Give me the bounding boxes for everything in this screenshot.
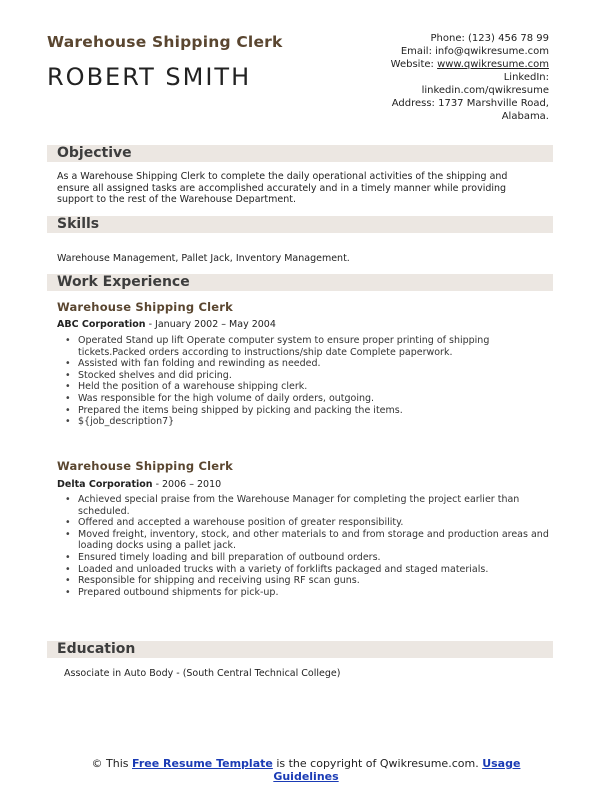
work-section-header [47,274,553,291]
experience-bullet: • Prepared outbound shipments for pick-up. [65,587,555,599]
experience-bullet: • Assisted with fan folding and rewinding as needed. [65,358,555,370]
contact-address-line1: Address: 1737 Marshville Road, [391,98,549,109]
experience-dates: - January 2002 – May 2004 [145,319,276,330]
website-label: Website: [390,59,438,70]
experience-bullet: • ${job_description7} [65,416,555,428]
education-section-header [47,641,553,658]
objective-section-header [47,145,553,162]
education-heading: Education [57,641,136,657]
experience-bullet: • Operated Stand up lift Operate computer system to ensure proper printing of shipping tickets.Packed orders according to instructions/ship date Complete paperwork. [65,335,555,358]
objective-line: As a Warehouse Shipping Clerk to complete the daily operational activities of the shipping and [57,171,508,182]
contact-linkedin-label: LinkedIn: [503,72,549,83]
objective-line: ensure all assigned tasks are accomplished accurately and in a timely manner while providing [57,182,507,194]
experience-bullets [65,335,555,428]
experience-bullets [65,494,555,598]
skills-section-header [47,216,553,233]
footer-prefix: © This [91,757,133,770]
contact-email: Email: info@qwikresume.com [400,46,549,57]
experience-meta [57,319,276,330]
experience-bullet: • Offered and accepted a warehouse position of greater responsibility. [65,517,555,529]
objective-line: support to the rest of the Warehouse Department. [57,194,297,205]
contact-linkedin: linkedin.com/qwikresume [421,85,549,96]
candidate-name: ROBERT SMITH [47,63,252,91]
experience-bullet: • Ensured timely loading and bill preparation of outbound orders. [65,552,555,564]
header-job-title: Warehouse Shipping Clerk [47,33,283,51]
experience-bullet: • Responsible for shipping and receiving using RF scan guns. [65,575,555,587]
footer-copyright [60,757,552,783]
experience-bullet: • Moved freight, inventory, stock, and other materials to and from storage and production areas and loading docks using a pallet jack. [65,529,555,552]
experience-bullet: • Prepared the items being shipped by picking and packing the items. [65,405,555,417]
footer-middle: is the copyright of Qwikresume.com. [272,757,483,770]
skills-text: Warehouse Management, Pallet Jack, Inventory Management. [57,253,350,264]
work-heading: Work Experience [57,274,190,290]
experience-bullet: • Stocked shelves and did pricing. [65,370,555,382]
contact-website [289,58,549,71]
experience-bullet: • Achieved special praise from the Warehouse Manager for completing the project earlier than scheduled. [65,494,555,517]
experience-title: Warehouse Shipping Clerk [57,300,233,314]
experience-bullet: • Loaded and unloaded trucks with a variety of forklifts packaged and staged materials. [65,564,555,576]
contact-phone: Phone: (123) 456 78 99 [430,33,549,44]
experience-title: Warehouse Shipping Clerk [57,459,233,473]
skills-heading: Skills [57,216,100,232]
contact-block [289,32,549,123]
usage-guidelines-link[interactable]: Usage Guidelines [273,757,521,783]
free-resume-template-link[interactable]: Free Resume Template [132,757,273,770]
experience-company: ABC Corporation [57,319,146,330]
objective-text [57,171,552,206]
experience-bullet: • Was responsible for the high volume of daily orders, outgoing. [65,393,555,405]
experience-company: Delta Corporation [57,479,153,490]
website-link[interactable]: www.qwikresume.com [437,59,549,70]
contact-address-line2: Alabama. [501,111,549,122]
experience-bullet: • Held the position of a warehouse shipping clerk. [65,381,555,393]
objective-heading: Objective [57,145,132,161]
education-text: Associate in Auto Body - (South Central Technical College) [64,668,341,679]
experience-dates: - 2006 – 2010 [152,479,222,490]
experience-meta [57,479,221,490]
